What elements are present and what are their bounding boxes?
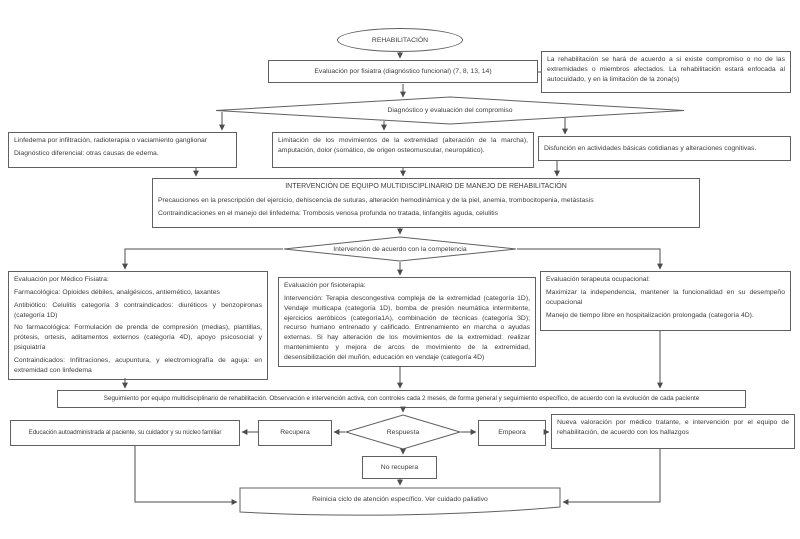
recupera-node: [258, 420, 332, 446]
seguimiento-text: Seguimiento por equipo multidisciplinario de rehabilitación. Observación e intervención activa, con controles cada 2 meses, de forma general y seguimiento específico, de acuerdo con la evolución de cada paciente: [103, 395, 700, 403]
disfuncion-node: [538, 136, 791, 161]
intervencion-line2: Contraindicaciones en el manejo del linfedema: Trombosis venosa profunda no tratada, linfangitis aguda, celulitis: [158, 209, 499, 217]
fisiatra-p4: Contraindicados: Infiltraciones, acupuntura, y electromiografía de aguja: en extremidad con linfedema: [14, 356, 262, 374]
eval-fisiatra-label: Evaluación por fisiatra (diagnóstico funcional) (7, 8, 13, 14): [314, 67, 492, 75]
empeora-node: [478, 420, 546, 446]
reinicia-label: Reinicia ciclo de atención específico. Ver cuidado paliativo: [312, 495, 488, 503]
eval-medico-fisiatra-node: [8, 271, 268, 380]
seguimiento-node: [57, 390, 746, 408]
eval-fisiatra-node: [268, 60, 538, 83]
eval-ocupacional-title: Evaluación terapeuta ocupacional:: [546, 276, 650, 283]
recupera-label: Recupera: [280, 429, 310, 437]
rehabilitacion-note-text: La rehabilitación se hará de acuerdo a si existe compromiso o no de las extremidades o miembros afectados. La rehabilitación estará enfocada al autocuidado, y en la limitación de la zona(s): [547, 56, 785, 83]
competencia-decision: [283, 236, 517, 262]
educacion-text: Educación autoadministrada al paciente, su cuidador y su núcleo familiar: [28, 428, 222, 436]
respuesta-decision: [345, 414, 461, 450]
nueva-valoracion-text: Nueva valoración por médico tratante, e intervención por el equipo de rehabilitación, de acuerdo con los hallazgos: [557, 419, 789, 436]
linfedema-line2: Diagnóstico diferencial: otras causas de edema.: [14, 149, 159, 157]
start-node: [337, 28, 463, 52]
diagnostico-decision: [215, 96, 685, 125]
start-label: REHABILITACIÓN: [371, 36, 429, 44]
disfuncion-text: Disfunción en actividades básicas cotidianas y alteraciones cognitivas.: [544, 144, 757, 152]
educacion-node: [10, 420, 240, 446]
eval-fisioterapia-node: [278, 277, 536, 367]
fisioterapia-p1: Intervención: Terapia descongestiva compleja de la extremidad (categoría 1D), Vendaje multicapa (categoría 1D), bomba de presión neumática intermitente, ejercicios aeróbicos (categoría1A), combinación de técnicas (categoría 3D); recurso humano entrenado y calificado. Entrenamiento en marcha o ayudas externas. Si hay alteración de los movimientos de la extremidad: realizar mantenimiento y mejora de arcos de movimiento de la extremidad, desensibilización del muñón, educación en vendaje (categoría 4D): [284, 294, 530, 361]
limitacion-text: Limitación de los movimientos de la extremidad (alteración de la marcha), amputación, dolor (somático, de origen osteomuscular, neuropático).: [278, 137, 528, 154]
ocupacional-p1: Maximizar la independencia, mantener la funcionalidad en su desempeño ocupacional: [546, 288, 785, 306]
eval-fisioterapia-title: Evaluación por fisioterapia:: [284, 282, 366, 289]
linfedema-line1: Linfedema por infiltración, radioterapia o vaciamiento ganglionar: [14, 137, 208, 144]
fisiatra-p1: Farmacológica: Opioides débiles, analgésicos, antiemético, laxantes: [14, 288, 220, 296]
intervencion-title: INTERVENCIÓN DE EQUIPO MULTIDISCIPLINARIO DE MANEJO DE REHABILITACIÓN: [285, 183, 567, 190]
ocupacional-p2: Manejo de tiempo libre en hospitalización prolongada (categoría 4D).: [546, 311, 754, 319]
nueva-valoracion-node: [551, 414, 795, 449]
no-recupera-label: No recupera: [380, 463, 419, 471]
intervencion-line1: Precauciones en la prescripción del ejercicio, dehiscencia de suturas, alteración hemodinámica y de la piel, anemia, trombocitopenia, metástasis: [158, 197, 594, 205]
fisiatra-p2: Antibiótico: Celulitis categoría 3 contraindicados: diuréticos y benzopironas (categoría 1D): [14, 301, 262, 319]
fisiatra-p3: No farmacológica: Formulación de prenda de compresión (medias), plantillas, prótesis, ortesis, aditamentos externos (categoría 4D), apoyo psicosocial y psiquiatría: [14, 324, 262, 352]
intervencion-node: [152, 178, 700, 228]
rehabilitacion-note: [541, 51, 791, 93]
reinicia-node: [239, 487, 561, 519]
eval-ocupacional-node: [540, 271, 791, 331]
diagnostico-label: Diagnóstico y evaluación del compromiso: [387, 107, 513, 114]
competencia-label: Intervención de acuerdo con la competencia: [333, 245, 467, 253]
linfedema-node: [8, 132, 237, 168]
empeora-label: Empeora: [498, 429, 526, 437]
limitacion-node: [272, 132, 534, 168]
eval-medico-fisiatra-title: Evaluación por Médico Fisiatra:: [14, 276, 109, 283]
respuesta-label: Respuesta: [386, 428, 420, 436]
no-recupera-node: [362, 456, 437, 479]
